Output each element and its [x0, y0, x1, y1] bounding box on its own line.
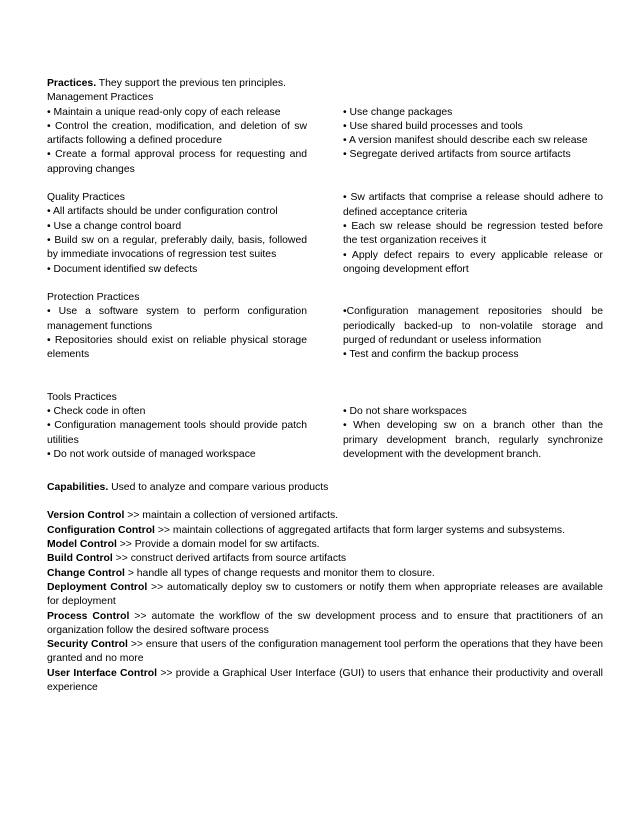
capability-item — [47, 552, 603, 566]
section-heading: Management Practices — [47, 92, 154, 104]
capability-name: Configuration Control — [47, 524, 155, 536]
practice-item: • Apply defect repairs to every applicable release or ongoing development effort — [343, 249, 603, 275]
section-management — [47, 91, 603, 177]
section-left-column — [47, 106, 307, 177]
section-quality — [47, 191, 603, 277]
capability-name: User Interface Control — [47, 667, 157, 679]
section-right-column — [343, 106, 603, 177]
capability-desc: >> maintain a collection of versioned artifacts. — [124, 510, 339, 522]
capability-item — [47, 581, 603, 610]
section-tools — [47, 391, 603, 462]
practice-item: • Sw artifacts that comprise a release should adhere to defined acceptance criteria — [343, 192, 603, 218]
practice-item: • Each sw release should be regression tested before the test organization receives it — [343, 220, 603, 247]
practice-item: • Maintain a unique read-only copy of each release — [47, 106, 281, 118]
capabilities-label: Capabilities. — [47, 482, 109, 494]
practices-text: They support the previous ten principles. — [96, 78, 286, 89]
capability-desc: >> construct derived artifacts from source artifacts — [112, 553, 347, 565]
capability-name: Process Control — [47, 610, 130, 622]
practices-label: Practices. — [47, 78, 97, 89]
section-right-column — [343, 191, 603, 277]
practices-intro — [47, 77, 603, 91]
practice-item: • Repositories should exist on reliable physical storage elements — [47, 335, 307, 361]
capabilities-list — [47, 509, 603, 695]
practice-item: • Control the creation, modification, and deletion of sw artifacts following a defined procedure — [47, 120, 307, 147]
practice-item: • Document identified sw defects — [47, 263, 198, 275]
capability-desc: >> automatically deploy sw to customers or notify them when appropriate releases are available for deployment — [47, 581, 603, 608]
capability-item — [47, 567, 603, 581]
practice-item: • Do not work outside of managed workspace — [47, 448, 256, 460]
practice-item: • Use a change control board — [47, 220, 182, 232]
practice-item: • Do not share workspaces — [343, 405, 467, 417]
section-heading: Tools Practices — [47, 391, 117, 403]
section-left-column — [47, 205, 307, 277]
section-right-column — [343, 305, 603, 362]
practice-item: • Configuration management tools should provide patch utilities — [47, 420, 307, 446]
capability-name: Model Control — [47, 539, 117, 551]
capability-name: Security Control — [47, 639, 128, 651]
capability-item — [47, 638, 603, 667]
practice-item: • Use change packages — [343, 106, 453, 118]
capability-desc: >> provide a Graphical User Interface (GUI) to users that enhance their productivity and overall experience — [47, 667, 603, 693]
practice-item: • Create a formal approval process for requesting and approving changes — [47, 149, 307, 175]
practice-item: • Test and confirm the backup process — [343, 349, 519, 361]
practice-item: • Check code in often — [47, 405, 146, 417]
practice-item: • Build sw on a regular, preferably daily, basis, followed by immediate invocations of regression test suites — [47, 234, 307, 261]
practice-item: • Segregate derived artifacts from source artifacts — [343, 149, 571, 161]
practice-item: • Use a software system to perform configuration management functions — [47, 306, 307, 332]
capability-item — [47, 509, 603, 523]
capability-item — [47, 538, 603, 552]
section-heading: Quality Practices — [47, 192, 125, 204]
section-right-column — [343, 405, 603, 462]
capability-item — [47, 524, 603, 538]
section-left-column — [47, 305, 307, 362]
document-body — [47, 77, 603, 695]
section-heading: Protection Practices — [47, 292, 140, 304]
capability-item — [47, 667, 603, 696]
practice-item: • When developing sw on a branch other than the primary development branch, regularly synchronize development with the development branch. — [343, 420, 603, 460]
capability-desc: > handle all types of change requests and monitor them to closure. — [124, 567, 435, 579]
section-left-column — [47, 405, 307, 462]
capability-name: Version Control — [47, 510, 125, 522]
capability-desc: >> maintain collections of aggregated artifacts that form larger systems and subsystems. — [154, 524, 565, 536]
capability-item — [47, 610, 603, 639]
capability-desc: >> automate the workflow of the sw development process and to ensure that practitioners of an organization follow the desired software process — [47, 610, 603, 636]
capability-name: Build Control — [47, 553, 113, 565]
capability-name: Change Control — [47, 567, 125, 579]
practice-item: • All artifacts should be under configuration control — [47, 206, 278, 218]
section-protection — [47, 291, 603, 362]
capability-desc: >> Provide a domain model for sw artifacts. — [116, 539, 320, 551]
practice-item: • A version manifest should describe each sw release — [343, 135, 588, 147]
capabilities-text: Used to analyze and compare various products — [108, 482, 329, 494]
capability-desc: >> ensure that users of the configuration management tool perform the operations that they have been granted and no more — [47, 639, 604, 665]
capability-name: Deployment Control — [47, 581, 148, 593]
practice-item: • Use shared build processes and tools — [343, 120, 523, 132]
practice-item: •Configuration management repositories should be periodically backed-up to non-volatile storage and purged of redundant or useless information — [343, 306, 603, 347]
capabilities-intro — [47, 481, 603, 495]
